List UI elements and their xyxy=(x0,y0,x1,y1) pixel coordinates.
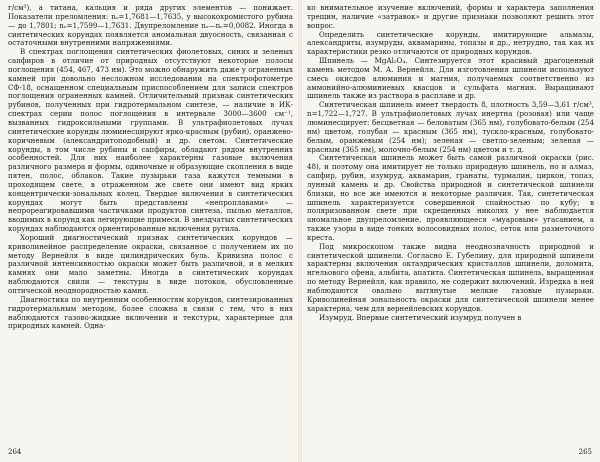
left-page xyxy=(0,0,298,462)
paragraph: Определить синтетические корунды, имитирующие альмазы, александриты, изумруды, аквамарины, топазы и др., нетрудно, так как их характеристики резко отличаются от природных корундов. xyxy=(307,29,594,57)
paragraph: Синтетическая шпинель имеет твердость 8, плотность 3,59—3,61 г/см³, n=1,722—1,727. В ультрафиолетовых лучах инертна (розовая) или чаще люминесцирует: бесцветная — беловатым (365 нм), голубовато-белым (254 нм) цветом, голубая — красным (365 нм), тускло-красным, голубовато-белым, оранжевым (254 нм); зеленая — светло-зеленым; зеленая — красным (365 нм), молочно-белым (254 нм) цветом и т. д. xyxy=(307,100,594,154)
paragraph: Хороший диагностический признак синтетических корундов — криволинейное распределение окраски, связанное с получением их по методу Вернейля в виде цилиндрических буль. Кривизна полос с различной интенсивностью окраски может быть различной, и в мелких камнях они мало заметны. Иногда в синтетических корундах наблюдаются свили — текстуры в виде потоков, обусловленные оптической неоднородностью камня. xyxy=(8,232,293,295)
page-number: 265 xyxy=(578,448,592,456)
page-number: 264 xyxy=(8,448,22,456)
paragraph: Шпинель — MgAl₂O₄. Синтезируется этот красивый драгоценный камень методом М. А. Вернейля. Для изготовления шпинели используют смесь окисдов алюминия и магния, получаемых соответственно из аммонийно-алюминиевых квасцов и сульфата магния. Выращивают шпинель также из раствора в расплаве и др. xyxy=(307,56,594,101)
paragraph: г/см³), а титана, кальция и ряда других элементов — понижает. Показатели преломления: nₒ=1,7681—1,7635, у высокохромистого рубина — до 1,7801; nₑ=1,7599—1,7631. Двупреломление nₒ—nₑ=0,0082. Иногда в синтетических корундах появляется аномальная двуосность, связанная с остаточными внутренними напряжениями. xyxy=(8,3,293,48)
paragraph: В спектрах поглощения синтетических фиолетовых, синих и зеленых сапфиров в отличие от природных отсутствуют некоторые полосы поглощения (454, 467, 473 нм). Это можно обнаружить даже у ограненных камней при довольно несложном исследовании на спектрофотометре СФ-18, оснащенном специальным приспособлением для записи спектров поглощения ограненных камней. Отличительный признак синтетических рубинов, полученных при гидротермальном синтезе, — наличие в ИК-спектрах серии полос поглощения в интервале 3000—3600 см⁻¹, вызванных гидроксильными группами. В ультрафиолетовых лучах синтетические корунды люминесцируют ярко-красным (рубин), оранжево-коричневым (александритоподобный) и др. светом. Синтетические корунды, в том числе рубины и сапфиры, обладают рядом внутренних особенностей. Для них наиболее характерны газовые включения различного размера и формы, одиночные и образующие скопления в виде пятен, полос, облаков. Такие пузырьки газа кажутся темными в проходящем свете, в отраженном же свете они имеют вид ярких концентрически-зональных колец. Твердые включения в синтетических корундах могут быть представлены «непроплавами» — непрореагировавшими частичками продуктов синтеза, пылью металлов, вводимых в корунд как легирующие примеси. В звездчатых синтетических корундах наблюдаются ориентированные включения рутила. xyxy=(8,47,293,234)
right-page xyxy=(302,0,600,462)
paragraph: Синтетическая шпинель может быть самой различной окраски (рис. 48), и поэтому она имитирует не только природную шпинель, но и алмаз, сапфир, рубин, изумруд, аквамарин, гранаты, турмалин, циркон, топаз, лунный камень и др. Свойства природной и синтетической шпинели близки, но все же имеются и некоторые различия. Так, синтетическая шпинель характеризуется совершенной спайностью по кубу; в поляризованном свете при скрещенных николях у нее наблюдается аномальное двупреломление, проявляющееся «муаровым» угасанием, а также узоры в виде тонких волосовидных полос, сеток или разметочного креста. xyxy=(307,153,594,242)
paragraph: Диагностика по внутренним особенностям корундов, синтезированных гидротермальным методом, более сложна в связи с тем, что в них наблюдаются газово-жидкие включения и текстуры, характерные для природных камней. Одна- xyxy=(8,294,293,331)
paragraph: Под микроскопом также видна неоднозначность природной и синтетической шпинели. Согласно Е. Губелину, для природной шпинели характерны включения октаэдрических кристаллов шпинели, доломита, нгельового сфена, альбита, апатита. Синтетическая шпинель, выращенная по методу Вернейля, как правило, не содержит включений. Изредка в ней наблюдаются овально вытянутые мелкие газовые пузырьки. Криволинейная зональность окраски для синтетической шпинели менее характерна, чем для вернейлевских корундов. xyxy=(307,241,594,313)
paragraph: Изумруд. Впервые синтетический изумруд получен в xyxy=(319,312,522,322)
paragraph: ко внимательное изучение включений, формы и характера заполнения трещин, наличие «затравок» и другие признаки позволяют решить этот вопрос. xyxy=(307,3,594,30)
